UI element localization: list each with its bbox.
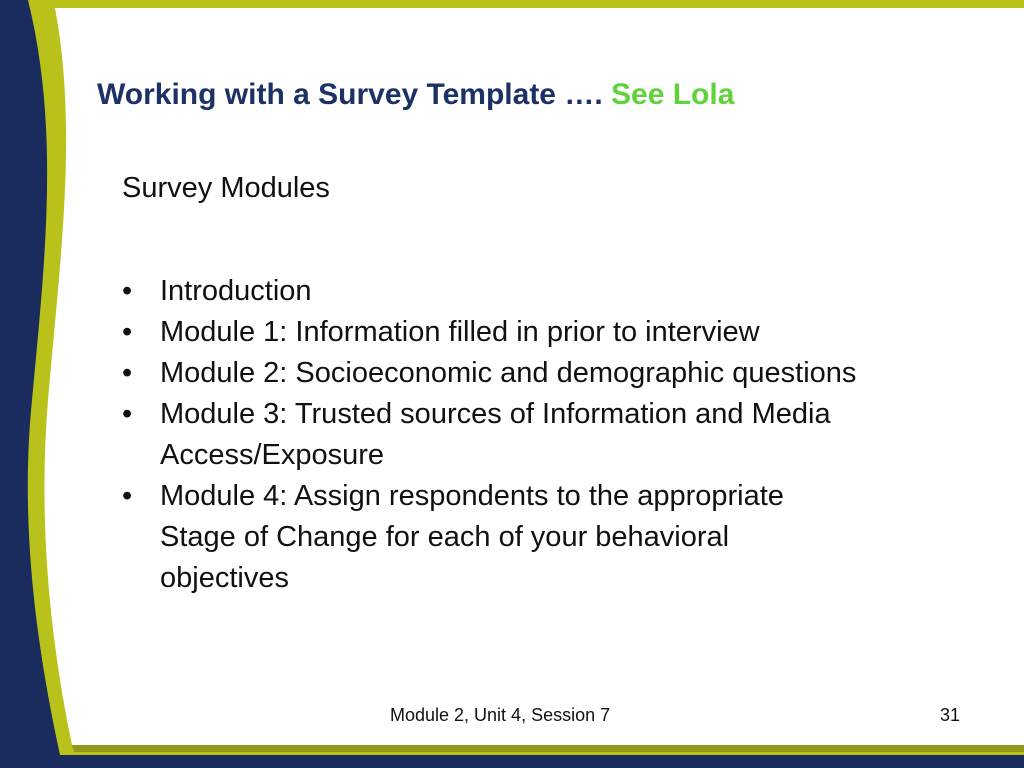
list-item	[122, 353, 862, 394]
bottom-shadow	[72, 745, 1024, 752]
list-item-text: Module 4: Assign respondents to the appropriate Stage of Change for each of your behavioral objectives	[160, 480, 784, 594]
bullet-icon: •	[122, 275, 133, 307]
list-item	[122, 271, 862, 312]
list-item	[122, 312, 862, 353]
list-item-text: Introduction	[160, 275, 312, 307]
bullet-icon: •	[122, 357, 133, 389]
list-item-text: Module 1: Information filled in prior to interview	[160, 316, 760, 348]
page-number: 31	[940, 705, 961, 725]
section-heading: Survey Modules	[122, 172, 330, 204]
module-list	[122, 271, 862, 599]
slide-footer: Module 2, Unit 4, Session 7	[390, 705, 611, 725]
bullet-icon: •	[122, 398, 133, 430]
bullet-icon: •	[122, 316, 133, 348]
title-main: Working with a Survey Template ….	[97, 78, 603, 111]
bullet-icon: •	[122, 480, 133, 512]
list-item-text: Module 2: Socioeconomic and demographic questions	[160, 357, 857, 389]
list-item	[122, 394, 862, 476]
slide-title	[97, 78, 734, 112]
list-item-text: Module 3: Trusted sources of Information and Media Access/Exposure	[160, 398, 831, 471]
list-item	[122, 476, 862, 599]
title-accent: See Lola	[611, 78, 735, 111]
